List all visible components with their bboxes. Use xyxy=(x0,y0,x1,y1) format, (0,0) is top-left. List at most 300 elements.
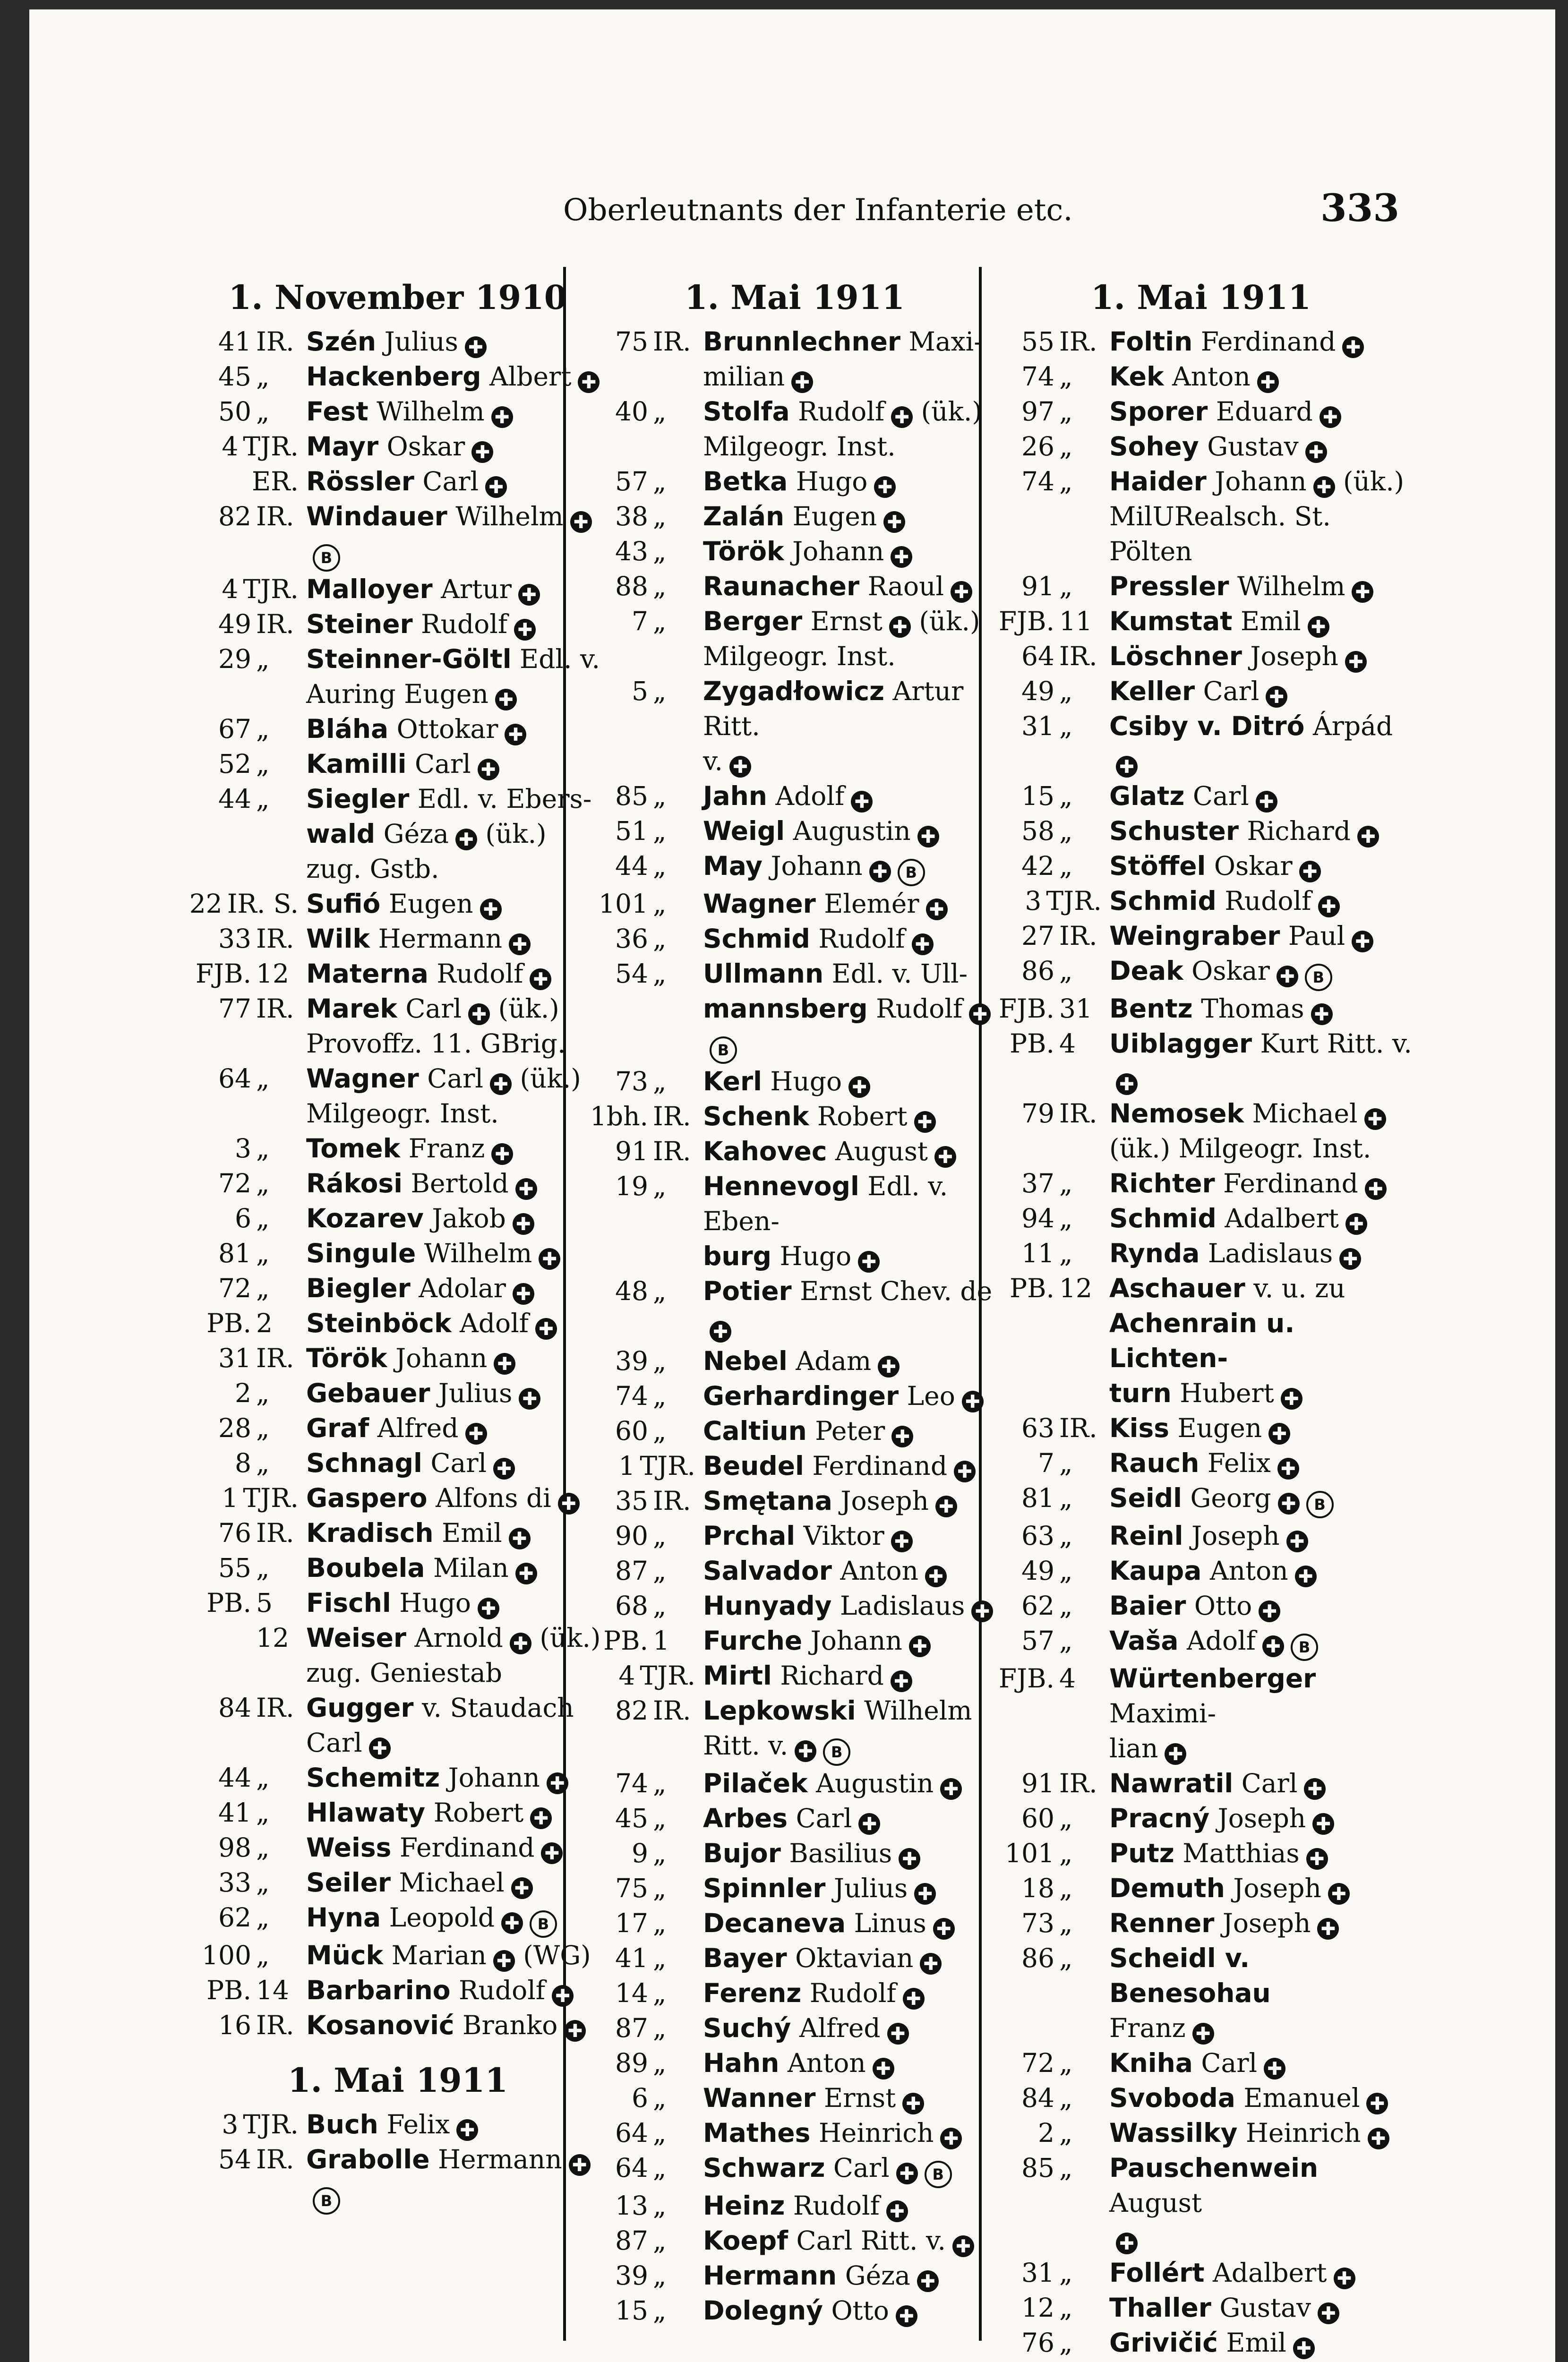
regiment-unit: TJR. xyxy=(243,1483,299,1513)
regiment-ref xyxy=(988,1026,1109,1061)
regiment-unit: „ xyxy=(653,1873,667,1903)
regiment-unit: „ xyxy=(653,2153,667,2183)
officer-surname: Boubela xyxy=(306,1553,425,1583)
regiment-unit: „ xyxy=(256,1063,270,1094)
cross-icon: ✚ xyxy=(954,1461,976,1482)
regiment-unit: „ xyxy=(1059,1448,1073,1478)
regiment-unit: TJR. xyxy=(1046,886,1102,916)
officer-given-name: Albert xyxy=(489,361,572,392)
regiment-ref xyxy=(988,1553,1109,1588)
officer-given-name: Alfred xyxy=(377,1413,459,1443)
cross-icon: ✚ xyxy=(878,1356,900,1378)
officer-given-name: Maxi- xyxy=(908,326,983,357)
regiment-ref xyxy=(185,1061,306,1096)
officer-entry xyxy=(582,991,1007,1026)
regiment-number: 31 xyxy=(218,1343,251,1373)
cross-icon: ✚ xyxy=(935,1496,957,1517)
regiment-unit: „ xyxy=(653,536,667,566)
regiment-ref xyxy=(988,1411,1109,1446)
officer-surname: Kek xyxy=(1109,361,1164,392)
officer-surname: Hunyady xyxy=(703,1591,832,1621)
officer-given-name: Viktor xyxy=(803,1521,884,1551)
officer-entry xyxy=(988,2325,1414,2360)
cross-icon: ✚ xyxy=(518,584,540,606)
regiment-unit: „ xyxy=(1059,1203,1073,1233)
regiment-unit: „ xyxy=(653,1416,667,1446)
regiment-ref xyxy=(582,464,703,499)
officer-entry xyxy=(582,744,1007,779)
regiment-ref xyxy=(185,746,306,781)
entry-text xyxy=(1109,1201,1414,1236)
officer-entry xyxy=(988,324,1414,359)
entry-text xyxy=(703,1728,1007,1766)
entry-text xyxy=(703,2188,1007,2223)
regiment-ref xyxy=(582,674,703,709)
entry-text xyxy=(1109,1588,1414,1623)
regiment-ref xyxy=(582,2188,703,2223)
officer-surname: Kiss xyxy=(1109,1413,1169,1443)
cross-icon: ✚ xyxy=(478,759,499,780)
regiment-unit: 1 xyxy=(653,1626,669,1656)
regiment-ref xyxy=(185,1341,306,1376)
decoration-badge-icon: B xyxy=(313,544,340,572)
officer-given-name: Robert xyxy=(433,1797,524,1828)
regiment-number: 74 xyxy=(1021,361,1054,392)
officer-given-name: Bertold xyxy=(411,1168,509,1198)
officer-entry xyxy=(988,813,1414,848)
regiment-ref xyxy=(582,1658,703,1693)
officer-given-name: Carl xyxy=(1203,676,1260,706)
regiment-number: 27 xyxy=(1021,921,1054,951)
cross-icon: ✚ xyxy=(917,2270,939,2292)
regiment-unit: „ xyxy=(653,466,667,496)
officer-given-name: Carl xyxy=(833,2153,890,2183)
officer-entry xyxy=(988,1623,1414,1661)
officer-given-name: Emil xyxy=(1226,2328,1286,2358)
entry-text xyxy=(703,2293,1007,2328)
cross-icon: ✚ xyxy=(1308,616,1329,638)
officer-entry xyxy=(582,1239,1007,1274)
officer-surname: Schmid xyxy=(703,924,810,954)
regiment-unit: „ xyxy=(256,1867,270,1898)
cross-icon: ✚ xyxy=(1342,336,1364,358)
entry-text xyxy=(1109,813,1414,848)
regiment-ref xyxy=(582,324,703,359)
officer-entry xyxy=(582,1588,1007,1623)
officer-entry xyxy=(582,1658,1007,1693)
entry-text xyxy=(703,921,1007,956)
officer-surname: Rynda xyxy=(1109,1238,1200,1268)
column-right xyxy=(988,279,1414,2362)
officer-surname: Török xyxy=(703,536,784,566)
officer-entry xyxy=(988,674,1414,709)
entry-text xyxy=(703,1448,1007,1483)
officer-entry xyxy=(185,534,610,572)
officer-surname: Bláha xyxy=(306,714,389,744)
cross-icon: ✚ xyxy=(869,861,891,882)
regiment-ref xyxy=(988,1271,1109,1306)
officer-surname: Steiner xyxy=(306,609,413,639)
entry-text xyxy=(703,2011,1007,2045)
officer-given-name: Hermann xyxy=(378,924,503,954)
officer-entry xyxy=(988,1801,1414,1836)
regiment-unit xyxy=(1059,2360,1102,2362)
officer-surname: Steinböck xyxy=(306,1308,452,1338)
regiment-unit: „ xyxy=(256,1203,270,1233)
cross-icon: ✚ xyxy=(1334,2268,1355,2289)
officer-surname: Mück xyxy=(306,1940,384,1970)
entry-text xyxy=(703,1064,1007,1099)
officer-given-name: Ferdinand xyxy=(812,1451,948,1481)
officer-given-name: Rudolf xyxy=(809,1978,896,2008)
officer-entry xyxy=(988,709,1414,779)
regiment-ref xyxy=(582,2223,703,2258)
entry-text xyxy=(703,674,1007,744)
regiment-unit: „ xyxy=(1059,396,1073,427)
regiment-unit: „ xyxy=(653,2013,667,2043)
regiment-number: 36 xyxy=(615,924,648,954)
regiment-number: 44 xyxy=(218,1763,251,1793)
cross-icon: ✚ xyxy=(456,2119,478,2141)
officer-given-name: Jakob xyxy=(432,1203,506,1233)
officer-given-name: Edl. v. Ull- xyxy=(831,958,968,989)
regiment-ref xyxy=(185,1795,306,1830)
regiment-unit: „ xyxy=(256,1413,270,1443)
regiment-number: 74 xyxy=(1021,466,1054,496)
regiment-ref xyxy=(185,1131,306,1166)
regiment-number: 41 xyxy=(218,1797,251,1828)
officer-surname: Lepkowski xyxy=(703,1695,856,1726)
officer-surname: Renner xyxy=(1109,1908,1215,1938)
officer-given-name: Richard xyxy=(1247,816,1351,846)
entry-text xyxy=(306,1973,610,2008)
regiment-unit: IR. xyxy=(256,326,294,357)
regiment-number: 68 xyxy=(615,1591,648,1621)
cross-icon: ✚ xyxy=(933,1918,955,1940)
regiment-number: 60 xyxy=(1021,1803,1054,1833)
regiment-ref xyxy=(582,1518,703,1553)
cross-icon: ✚ xyxy=(851,791,873,813)
officer-given-name: Oskar xyxy=(1214,851,1293,881)
officer-surname: Steinner-Göltl xyxy=(306,644,512,674)
officer-entry xyxy=(185,572,610,607)
officer-surname: Rauch xyxy=(1109,1448,1200,1478)
regiment-ref xyxy=(185,1900,306,1935)
decoration-badge-icon: B xyxy=(313,2187,340,2215)
regiment-unit: „ xyxy=(1059,1626,1073,1656)
officer-surname: Heinz xyxy=(703,2191,785,2221)
cross-icon: ✚ xyxy=(940,1778,962,1800)
regiment-ref xyxy=(988,2325,1109,2360)
officer-given-name: Franz xyxy=(408,1133,485,1164)
officer-entry xyxy=(582,1064,1007,1099)
cross-icon: ✚ xyxy=(530,1807,552,1829)
officer-entry xyxy=(582,779,1007,813)
officer-entry xyxy=(185,1061,610,1096)
officer-given-name: Paul xyxy=(1288,921,1345,951)
cross-icon: ✚ xyxy=(896,2163,918,2184)
officer-entry xyxy=(582,2115,1007,2150)
regiment-ref xyxy=(988,2290,1109,2325)
regiment-unit: „ xyxy=(256,1378,270,1408)
regiment-number: 55 xyxy=(1021,326,1054,357)
officer-entry xyxy=(185,1725,610,1760)
cross-icon: ✚ xyxy=(891,1426,913,1447)
regiment-number: 91 xyxy=(1021,1768,1054,1798)
entry-text xyxy=(1109,2220,1414,2255)
regiment-unit: IR. xyxy=(653,1101,691,1131)
regiment-number: 74 xyxy=(615,1768,648,1798)
cross-icon: ✚ xyxy=(511,1877,533,1899)
regiment-ref xyxy=(582,1064,703,1099)
regiment-unit: „ xyxy=(653,1381,667,1411)
officer-surname: Szén xyxy=(306,326,377,357)
officer-given-name: Branko xyxy=(463,2010,558,2040)
regiment-ref xyxy=(988,394,1109,429)
entry-text xyxy=(703,1871,1007,1906)
cross-icon: ✚ xyxy=(971,1600,993,1622)
entry-text xyxy=(306,1061,610,1096)
entry-text xyxy=(306,1865,610,1900)
officer-entry xyxy=(988,1871,1414,1906)
regiment-unit: 12 xyxy=(256,1623,289,1653)
officer-given-name: Carl xyxy=(405,993,462,1024)
officer-entry xyxy=(185,1446,610,1481)
regiment-number: 57 xyxy=(1021,1626,1054,1656)
officer-entry xyxy=(185,1236,610,1271)
cross-icon: ✚ xyxy=(505,724,526,745)
officer-surname: Hennevogl xyxy=(703,1171,859,1201)
officer-given-name: Linus xyxy=(854,1908,926,1938)
officer-entry xyxy=(582,324,1007,359)
officer-entry xyxy=(185,1376,610,1411)
officer-given-name: Heinrich xyxy=(818,2118,934,2148)
officer-entry xyxy=(988,1766,1414,1801)
regiment-unit: „ xyxy=(653,889,667,919)
entry-text xyxy=(306,851,610,886)
officer-given-name: Johann xyxy=(448,1763,540,1793)
regiment-ref xyxy=(988,1588,1109,1623)
officer-surname: Zalán xyxy=(703,501,785,531)
regiment-ref xyxy=(582,569,703,604)
officer-entry xyxy=(582,2188,1007,2223)
cross-icon: ✚ xyxy=(1266,686,1287,708)
officer-entry xyxy=(988,2220,1414,2255)
regiment-ref xyxy=(988,1941,1109,1976)
officer-surname: Weiss xyxy=(306,1832,392,1863)
officer-entry xyxy=(185,464,610,499)
entry-text xyxy=(1109,674,1414,709)
officer-entry xyxy=(988,2150,1414,2220)
cross-icon: ✚ xyxy=(490,1073,512,1095)
cross-icon: ✚ xyxy=(491,1143,513,1165)
cross-icon: ✚ xyxy=(547,1772,568,1794)
officer-entry xyxy=(988,1306,1414,1376)
officer-surname: Schnagl xyxy=(306,1448,422,1478)
officer-entry xyxy=(988,1661,1414,1731)
regiment-number: 52 xyxy=(218,749,251,779)
entry-text xyxy=(1109,639,1414,674)
regiment-unit: „ xyxy=(256,749,270,779)
regiment-unit: „ xyxy=(653,571,667,601)
officer-surname: Stolfa xyxy=(703,396,790,427)
cross-icon: ✚ xyxy=(519,1388,540,1410)
officer-given-name: Eduard xyxy=(1216,396,1313,427)
regiment-number: FJB. xyxy=(998,1663,1054,1694)
regiment-unit: IR. xyxy=(256,1518,294,1548)
regiment-ref xyxy=(988,2080,1109,2115)
cross-icon: ✚ xyxy=(1268,1423,1290,1445)
officer-entry xyxy=(185,956,610,991)
regiment-unit: „ xyxy=(256,714,270,744)
regiment-number: 6 xyxy=(235,1203,251,1233)
cross-icon: ✚ xyxy=(962,1391,984,1412)
regiment-ref xyxy=(582,639,703,674)
cross-icon: ✚ xyxy=(493,1950,515,1972)
decoration-badge-icon: B xyxy=(1305,964,1332,991)
regiment-ref xyxy=(185,499,306,534)
officer-entry xyxy=(582,1378,1007,1413)
officer-given-name: Matthias xyxy=(1182,1838,1300,1868)
officer-given-name: Eugen xyxy=(1177,1413,1262,1443)
regiment-ref xyxy=(185,1865,306,1900)
regiment-unit: IR. xyxy=(256,1343,294,1373)
regiment-number: 86 xyxy=(1021,1943,1054,1973)
officer-surname: Kaupa xyxy=(1109,1556,1202,1586)
regiment-ref xyxy=(185,1096,306,1131)
officer-given-name: Georg xyxy=(1190,1483,1271,1513)
entry-text xyxy=(1109,1518,1414,1553)
officer-surname: turn xyxy=(1109,1378,1172,1408)
officer-entry xyxy=(582,1344,1007,1378)
officer-surname: Pauschenwein xyxy=(1109,2153,1319,2183)
regiment-unit: „ xyxy=(653,2295,667,2326)
officer-given-name: Michael xyxy=(1252,1098,1358,1129)
regiment-number: 4 xyxy=(222,431,239,462)
officer-entry xyxy=(582,1728,1007,1766)
officer-surname: Demuth xyxy=(1109,1873,1225,1903)
officer-given-name: Artur Ritt. xyxy=(703,676,964,741)
officer-surname: Török xyxy=(306,1343,387,1373)
officer-surname: Mirtl xyxy=(703,1660,772,1691)
officer-given-name: Raoul xyxy=(867,571,944,601)
regiment-number: 97 xyxy=(1021,396,1054,427)
officer-entry xyxy=(185,1411,610,1446)
officer-given-name: Julius xyxy=(438,1378,513,1408)
entry-text xyxy=(703,464,1007,499)
status-note: (ük.) xyxy=(520,1063,581,1094)
officer-surname: Nemosek xyxy=(1109,1098,1244,1129)
officer-surname: Csiby v. Ditró xyxy=(1109,711,1305,741)
officer-given-name: August xyxy=(1109,2188,1202,2218)
regiment-ref xyxy=(988,1376,1109,1411)
section-date-heading: 1. Mai 1911 xyxy=(684,278,905,317)
regiment-ref xyxy=(582,1344,703,1378)
regiment-ref xyxy=(582,1099,703,1134)
entry-text xyxy=(306,499,610,534)
entry-text xyxy=(703,1801,1007,1836)
regiment-unit: „ xyxy=(653,1066,667,1096)
cross-icon: ✚ xyxy=(914,1883,936,1905)
regiment-unit: IR. xyxy=(653,1486,691,1516)
officer-entry xyxy=(988,1481,1414,1518)
officer-entry xyxy=(185,921,610,956)
entry-text xyxy=(306,394,610,429)
regiment-number: 87 xyxy=(615,2013,648,2043)
regiment-unit: „ xyxy=(1059,816,1073,846)
officer-given-name: Emanuel xyxy=(1243,2083,1360,2113)
officer-surname: Keller xyxy=(1109,676,1195,706)
regiment-unit: „ xyxy=(1059,2153,1073,2183)
entry-text xyxy=(1109,1553,1414,1588)
officer-given-name: Rudolf xyxy=(437,958,523,989)
regiment-ref xyxy=(582,534,703,569)
officer-given-name: Leo xyxy=(907,1381,955,1411)
officer-given-name: Eugen xyxy=(388,889,473,919)
regiment-ref xyxy=(582,1693,703,1728)
regiment-number: 1 xyxy=(618,1451,635,1481)
regiment-ref xyxy=(988,1518,1109,1553)
cross-icon: ✚ xyxy=(1116,1073,1138,1095)
cross-icon: ✚ xyxy=(1318,2302,1339,2324)
officer-entry xyxy=(582,848,1007,886)
regiment-unit: IR. xyxy=(1059,1768,1097,1798)
decoration-badge-icon: B xyxy=(1291,1634,1318,1661)
regiment-number: 76 xyxy=(1021,2328,1054,2358)
regiment-ref xyxy=(988,2045,1109,2080)
cross-icon: ✚ xyxy=(912,933,934,955)
regiment-ref xyxy=(185,886,306,921)
regiment-ref xyxy=(988,1836,1109,1871)
regiment-number: 60 xyxy=(615,1416,648,1446)
officer-given-name: Johann xyxy=(395,1343,488,1373)
regiment-number: 7 xyxy=(632,606,648,636)
cross-icon: ✚ xyxy=(1320,406,1341,428)
officer-given-name: Provoffz. 11. GBrig. xyxy=(306,1028,566,1059)
officer-surname: Bujor xyxy=(703,1838,781,1868)
cross-icon: ✚ xyxy=(902,2093,924,2114)
officer-given-name: Carl xyxy=(796,1803,852,1833)
officer-given-name: Basilius xyxy=(789,1838,892,1868)
regiment-unit: „ xyxy=(1059,1556,1073,1586)
regiment-ref xyxy=(988,2360,1109,2362)
regiment-ref xyxy=(988,709,1109,744)
entry-text xyxy=(306,816,610,851)
entry-text xyxy=(306,991,610,1026)
officer-given-name: Joseph xyxy=(840,1486,929,1516)
officer-surname: Mayr xyxy=(306,431,379,462)
officer-given-name: Eugen xyxy=(792,501,877,531)
officer-surname: Reinl xyxy=(1109,1521,1183,1551)
entry-text xyxy=(306,1166,610,1201)
cross-icon: ✚ xyxy=(891,1531,913,1552)
regiment-unit: „ xyxy=(1059,1943,1073,1973)
entry-text xyxy=(1109,1271,1414,1306)
officer-entry xyxy=(582,359,1007,394)
entry-text xyxy=(703,886,1007,921)
officer-surname: Zygadłowicz xyxy=(703,676,885,706)
entry-text xyxy=(306,572,610,607)
officer-surname: Brunnlechner xyxy=(703,326,901,357)
officer-entry xyxy=(582,1448,1007,1483)
entry-text xyxy=(703,1026,1007,1064)
entry-text xyxy=(1109,953,1414,991)
regiment-unit: „ xyxy=(256,784,270,814)
officer-surname: Fest xyxy=(306,396,368,427)
officer-entry xyxy=(988,1906,1414,1941)
regiment-unit: „ xyxy=(1059,431,1073,462)
officer-surname: Bayer xyxy=(703,1943,787,1973)
